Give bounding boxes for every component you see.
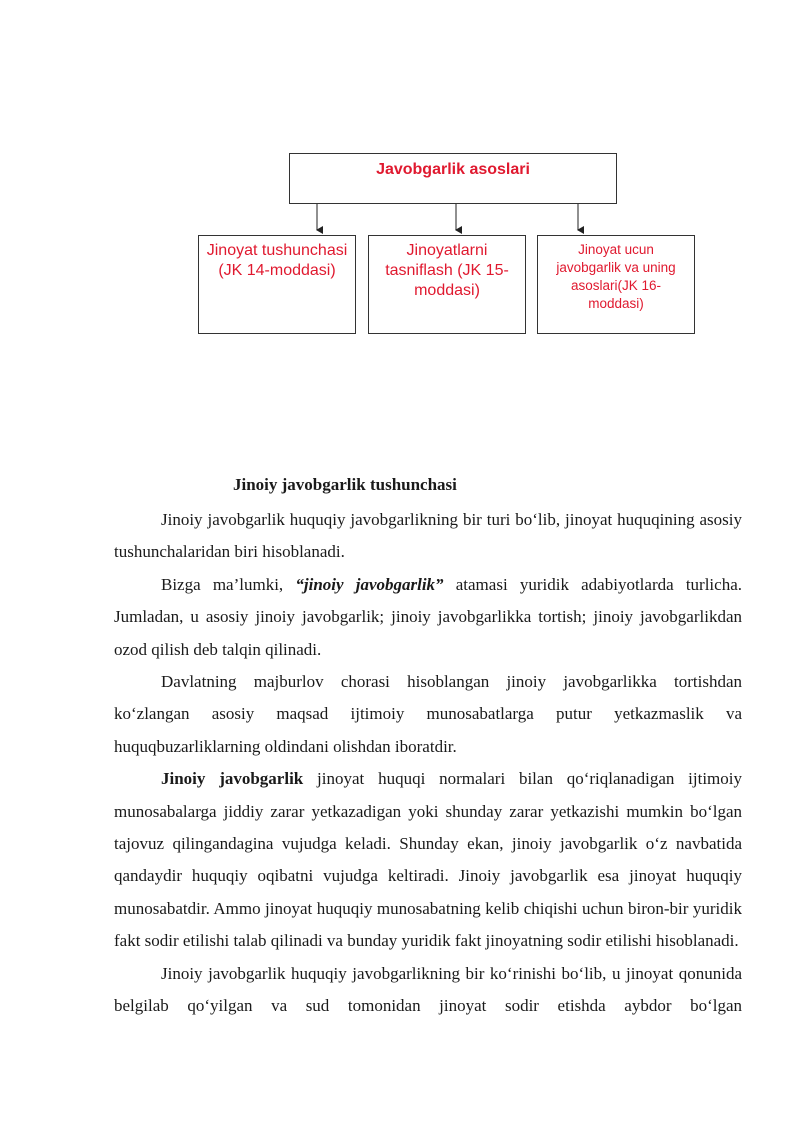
bold-term: Jinoiy javobgarlik	[161, 769, 304, 789]
section-heading: Jinoiy javobgarlik tushunchasi	[233, 475, 457, 494]
diagram-child-box-3: Jinoyat ucun javobgarlik va uning asoslari(JK 16-moddasi)	[537, 235, 695, 334]
responsibility-diagram	[0, 0, 800, 340]
diagram-child-box-2: Jinoyatlarni tasniflash (JK 15-moddasi)	[368, 235, 526, 334]
diagram-root-box: Javobgarlik asoslari	[289, 153, 617, 204]
document-body	[114, 504, 742, 1023]
paragraph-2-start: Bizga ma’lumki,	[161, 574, 296, 594]
paragraph-3: Davlatning majburlov chorasi hisoblangan jinoiy javobgarlikka tortishdan ko‘zlangan asosiy maqsad ijtimoiy munosabatlarga putur yetkazmaslik va huquqbuzarliklarning oldindani olishdan iboratdir.	[114, 672, 742, 756]
emphasized-term: “jinoiy javobgarlik”	[295, 574, 444, 594]
paragraph-1: Jinoiy javobgarlik huquqiy javobgarlikning bir turi bo‘lib, jinoyat huquqining asosiy tushunchalaridan biri hisoblanadi.	[114, 510, 742, 562]
paragraph-5: Jinoiy javobgarlik huquqiy javobgarlikning bir ko‘rinishi bo‘lib, u jinoyat qonunida belgilab qo‘yilgan va sud tomonidan jinoyat sodir etishda aybdor bo‘lgan	[114, 963, 742, 1016]
paragraph-2	[114, 569, 742, 666]
diagram-child-box-1: Jinoyat tushunchasi (JK 14-moddasi)	[198, 235, 356, 334]
paragraph-2-rest: atamasi yuridik adabiyotlarda turlicha. Jumladan, u asosiy jinoiy javobgarlik; jinoiy javobgarlikka tortish; jinoiy javobgarlikdan ozod qilish deb talqin qilinadi.	[114, 574, 742, 659]
paragraph-4-rest: jinoyat huquqi normalari bilan qo‘riqlanadigan ijtimoiy munosabalarga jiddiy zarar yetkazadigan yoki shunday zarar yetkazishi mumkin bo‘lgan tajovuz qilingandagina vujudga keladi. Shunday ekan, jinoiy javobgarlik o‘z navbatida qandaydir huquqiy oqibatni vujudga keltiradi. Jinoiy javobgarlik esa jinoyat huquqiy munosabatdir. Ammo jinoyat huquqiy munosabatning kelib chiqishi uchun biron-bir yuridik fakt sodir etilishi talab qilinadi va bunday yuridik fakt jinoyatning sodir etilishi hisoblanadi.	[114, 769, 742, 951]
paragraph-4	[114, 763, 742, 957]
